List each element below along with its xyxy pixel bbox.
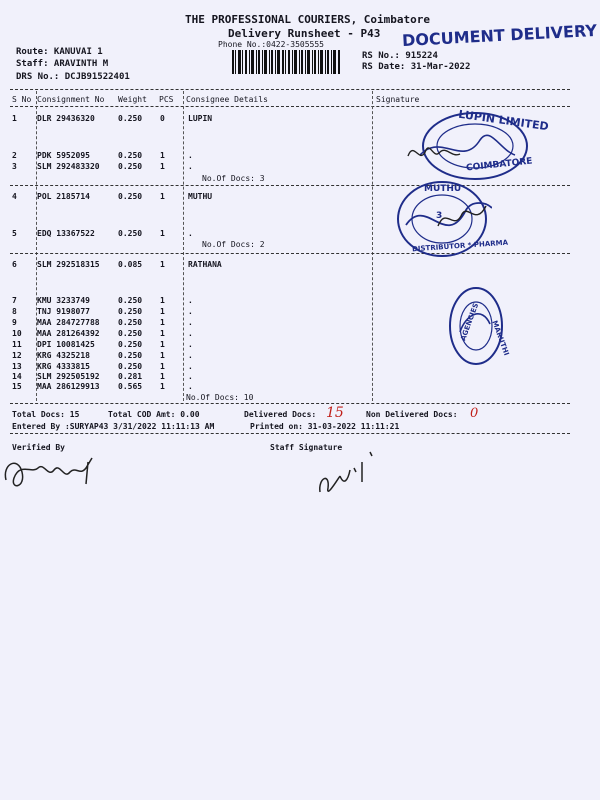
table-top-rule	[10, 89, 570, 90]
company-name: THE PROFESSIONAL COURIERS, Coimbatore	[185, 13, 431, 26]
row-signature-scribble	[404, 136, 484, 172]
column-divider	[183, 91, 184, 401]
non-delivered-docs-value: 0	[470, 406, 479, 421]
column-divider	[372, 91, 373, 401]
row-signature-scribble	[432, 196, 492, 236]
verified-by-label: Verified By	[12, 443, 65, 452]
rathana-stamp-text: AGENCIES	[459, 302, 481, 342]
header-consignee: Consignee Details	[186, 95, 268, 104]
table-header-rule	[10, 106, 570, 107]
muthu-stamp-text: MUTHU	[424, 184, 462, 194]
rs-date: RS Date: 31-Mar-2022	[362, 62, 471, 72]
header-pcs: PCS	[159, 95, 174, 104]
header-weight: Weight	[118, 95, 147, 104]
muthu-stamp-bottom: DISTRIBUTOR * PHARMA	[411, 238, 509, 254]
barcode-image	[232, 50, 340, 74]
rs-number: RS No.: 915224	[362, 51, 438, 61]
staff-signature-mark	[310, 448, 390, 504]
entered-by: Entered By :SURYAP43 3/31/2022 11:11:13 AM	[12, 422, 215, 431]
phone-number: Phone No.:0422-3505555	[218, 40, 324, 49]
lupin-stamp-text: LUPIN LIMITED	[457, 107, 550, 134]
route-label: Route: KANUVAI 1	[16, 47, 103, 57]
header-sno: S No	[12, 95, 32, 104]
printed-on: Printed on: 31-03-2022 11:11:21	[250, 422, 400, 431]
delivered-docs-value: 15	[326, 405, 344, 421]
header-signature: Signature	[376, 95, 420, 104]
runsheet-title: Delivery Runsheet - P43	[228, 27, 381, 40]
lupin-stamp-city: COIMBATORE	[465, 156, 533, 174]
muthu-stamp-number: 3	[436, 211, 443, 221]
rathana-stamp-bottom: MARUTHI	[490, 319, 511, 357]
staff-label: Staff: ARAVINTH M	[16, 59, 109, 69]
total-cod-amount: Total COD Amt: 0.00	[108, 410, 200, 419]
staff-signature-label: Staff Signature	[270, 443, 343, 452]
footer-rule	[10, 433, 570, 434]
delivered-docs-label: Delivered Docs:	[244, 410, 317, 419]
verified-by-signature	[0, 450, 110, 498]
non-delivered-docs-label: Non Delivered Docs:	[366, 410, 458, 419]
table-bottom-rule	[10, 403, 570, 404]
group-doc-count: No.Of Docs: 3	[202, 174, 265, 183]
document-delivery-stamp: DOCUMENT DELIVERY	[401, 20, 598, 51]
header-consignment: Consignment No	[37, 95, 105, 104]
group-doc-count: No.Of Docs: 2	[202, 240, 265, 249]
total-docs: Total Docs: 15	[12, 410, 80, 419]
group-doc-count: No.Of Docs: 10	[186, 393, 254, 402]
drs-number: DRS No.: DCJB91522401	[16, 72, 130, 82]
